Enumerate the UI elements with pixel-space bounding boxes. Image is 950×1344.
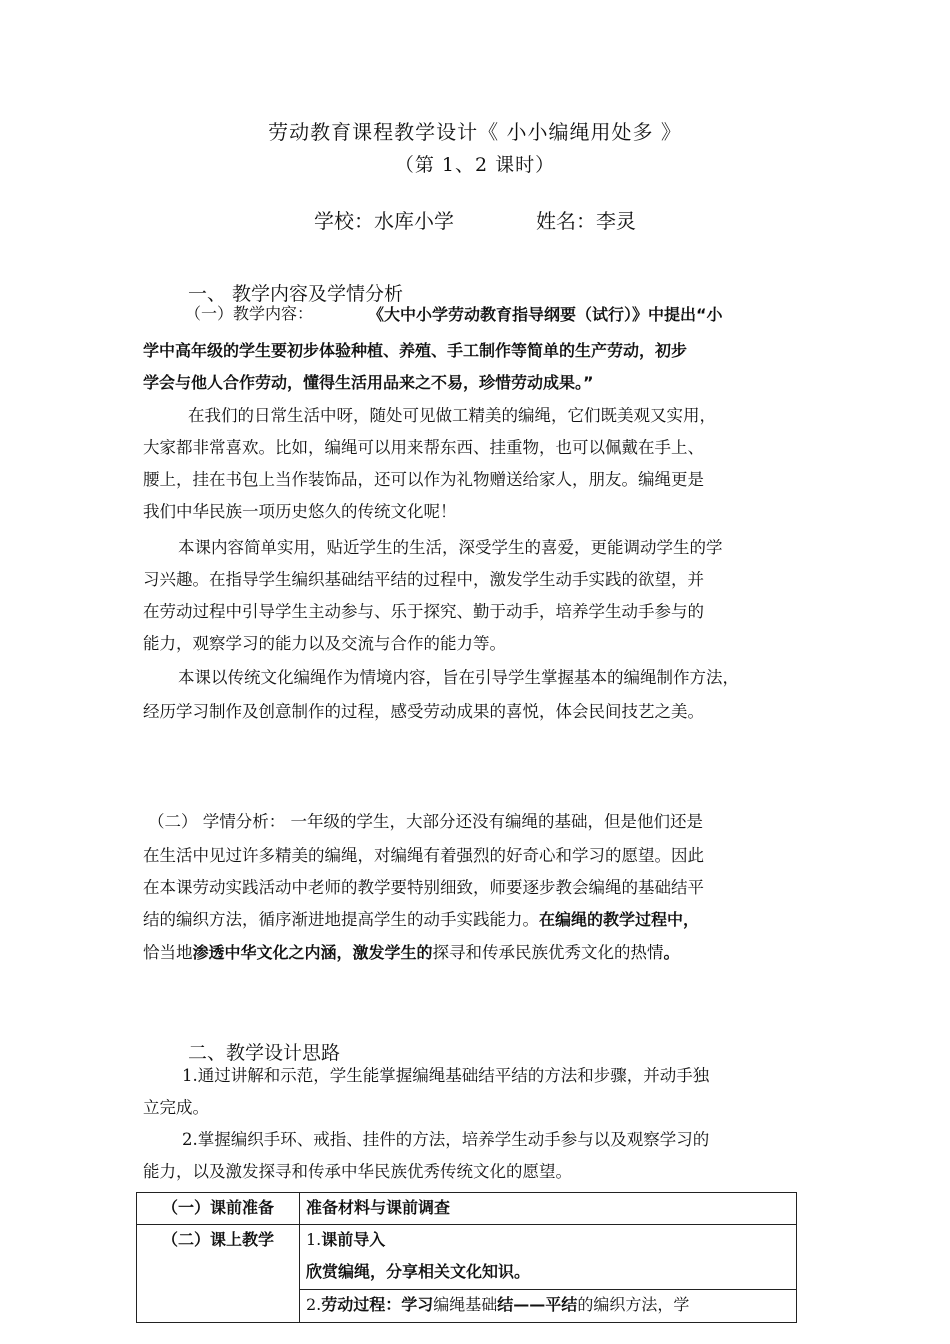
- document-title: 劳动教育课程教学设计《 小小编绳用处多 》: [268, 120, 682, 144]
- class-item-2-num: 2.: [306, 1295, 322, 1314]
- school-name: 学校：水库小学: [314, 209, 454, 233]
- class-item-2-c: 结——平结: [497, 1295, 578, 1314]
- para2-line-4: 能力，观察学习的能力以及交流与合作的能力等。: [143, 634, 506, 653]
- para2-line-1: 本课内容简单实用，贴近学生的生活，深受学生的喜爱，更能调动学生的学: [178, 538, 723, 557]
- class-item-2-a: 劳动过程：学习: [321, 1295, 434, 1314]
- author-info: [0, 205, 950, 234]
- analysis-line-3: 在本课劳动实践活动中老师的教学要特别细致，师要逐步教会编绳的基础结平: [143, 878, 704, 897]
- analysis-line-4-text: 结的编织方法，循序渐进地提高学生的动手实践能力。: [143, 910, 539, 929]
- analysis-line-2: 在生活中见过许多精美的编绳，对编绳有着强烈的好奇心和学习的愿望。因此: [143, 846, 704, 865]
- class-item-1-title: 课前导入: [321, 1230, 386, 1249]
- design-item2-line-2: 能力，以及激发探寻和传承中华民族优秀传统文化的愿望。: [143, 1162, 572, 1181]
- design-item1-line-2: 立完成。: [143, 1098, 209, 1117]
- para2-line-3: 在劳动过程中引导学生主动参与、乐于探究、勤于动手，培养学生动手参与的: [143, 602, 704, 621]
- lesson-plan-table: [136, 1192, 797, 1323]
- analysis-line-1: （二） 学情分析： 一年级的学生，大部分还没有编绳的基础，但是他们还是: [148, 812, 703, 831]
- analysis-line-5-b: 探寻和传承民族优秀文化的热情: [432, 943, 664, 962]
- teacher-name: 姓名：李灵: [536, 209, 636, 233]
- table-row: [137, 1193, 797, 1225]
- para1-line-2: 大家都非常喜欢。比如，编绳可以用来帮东西、挂重物，也可以佩戴在手上、: [143, 438, 704, 457]
- analysis-line-5: [143, 943, 680, 963]
- class-item-1-num: 1.: [306, 1230, 322, 1249]
- row-label-class: （二）课上教学: [137, 1225, 300, 1323]
- class-item-2-d: 的编织方法，学: [577, 1295, 690, 1314]
- para2-line-2: 习兴趣。在指导学生编织基础结平结的过程中，激发学生动手实践的欲望，并: [143, 570, 704, 589]
- lesson-period: （第 1、2 课时）: [394, 154, 556, 176]
- analysis-line-5-a: 恰当地: [143, 943, 193, 962]
- section-heading-1: 一、 教学内容及学情分析: [188, 283, 404, 305]
- para3-line-1: 本课以传统文化编绳作为情境内容，旨在引导学生掌握基本的编绳制作方法，: [178, 668, 739, 687]
- quote-line-3: 学会与他人合作劳动，懂得生活用品来之不易，珍惜劳动成果。”: [143, 373, 594, 392]
- row-label-prep: （一）课前准备: [137, 1193, 300, 1225]
- analysis-line-4: [143, 910, 699, 930]
- design-item2-line-1: 2.掌握编织手环、戒指、挂件的方法，培养学生动手参与以及观察学习的: [182, 1130, 710, 1149]
- table-row: [137, 1225, 797, 1323]
- analysis-bold-c: 。: [663, 943, 680, 962]
- quote-line-2: 学中高年级的学生要初步体验种植、养殖、手工制作等简单的生产劳动，初步: [143, 341, 688, 360]
- design-item1-line-1: 1.通过讲解和示范，学生能掌握编绳基础结平结的方法和步骤，并动手独: [182, 1066, 710, 1085]
- class-item-1-desc: 欣赏编绳，分享相关文化知识。: [306, 1262, 531, 1281]
- section-heading-2: 二、教学设计思路: [188, 1042, 341, 1064]
- analysis-bold-b: 渗透中华文化之内涵，激发学生的: [192, 943, 433, 962]
- class-item-2: [300, 1289, 796, 1322]
- row-content-prep: 准备材料与课前调查: [300, 1193, 797, 1225]
- content-label: （一）教学内容：: [185, 304, 314, 323]
- class-item-1: [306, 1225, 790, 1257]
- para1-line-4: 我们中华民族一项历史悠久的传统文化呢！: [143, 502, 457, 521]
- para1-line-1: 在我们的日常生活中呀，随处可见做工精美的编绳，它们既美观又实用，: [188, 406, 716, 425]
- para1-line-3: 腰上，挂在书包上当作装饰品，还可以作为礼物赠送给家人，朋友。编绳更是: [143, 470, 704, 489]
- row-content-class: [300, 1225, 797, 1323]
- class-item-2-b: 编绳基础: [433, 1295, 498, 1314]
- analysis-bold-a: 在编绳的教学过程中，: [539, 910, 700, 929]
- quote-line-1: 《大中小学劳动教育指导纲要（试行）》中提出“小: [368, 305, 723, 324]
- para3-line-2: 经历学习制作及创意制作的过程，感受劳动成果的喜悦，体会民间技艺之美。: [143, 702, 704, 721]
